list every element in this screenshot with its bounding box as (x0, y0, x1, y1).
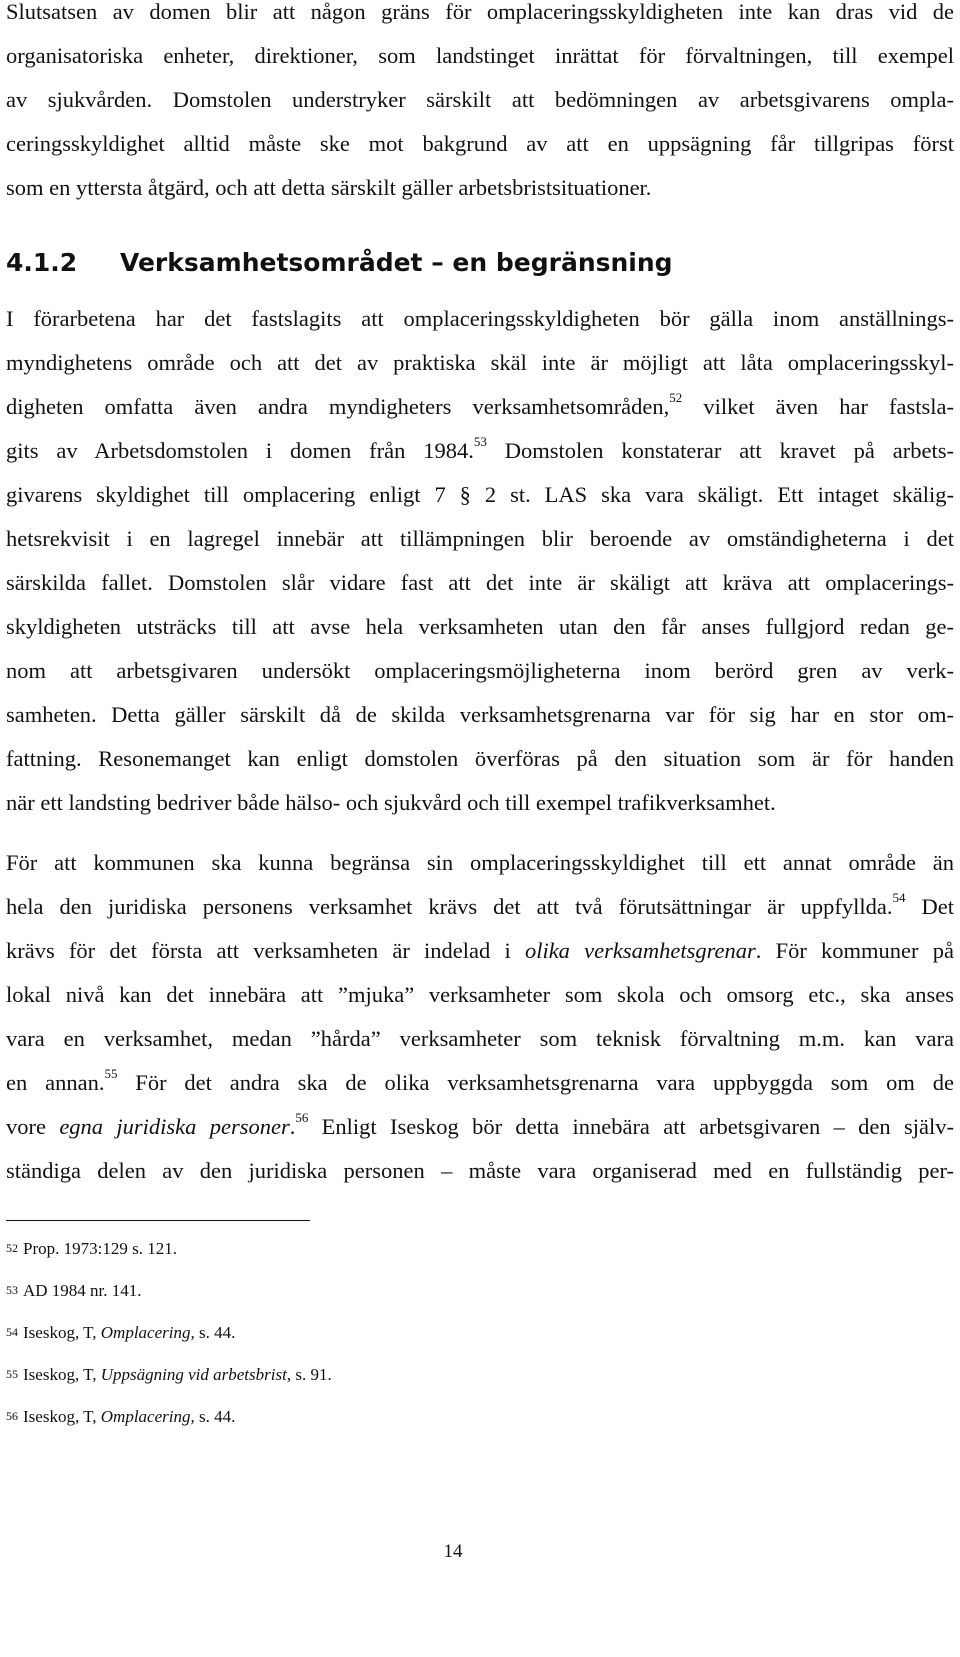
text-line (6, 429, 954, 473)
text-segment: hela den juridiska personens verksamhet krävs det att två förutsättningar är uppfyllda. (6, 894, 893, 919)
text-line: skyldigheten utsträcks till att avse hela verksamheten utan den får anses fullgjord redan ge- (6, 614, 954, 639)
footnote-number: 53 (6, 1283, 18, 1297)
text-segment: Det (905, 894, 954, 919)
footnote-separator (6, 1220, 310, 1221)
text-line: nom att arbetsgivaren undersökt omplaceringsmöjligheterna inom berörd gren av verk- (6, 658, 954, 683)
italic-text: olika verksamhetsgrenar (524, 938, 756, 963)
section-title: Verksamhetsområdet – en begränsning (120, 248, 673, 277)
text-line: myndighetens område och att det av praktiska skäl inte är möjligt att låta omplaceringsskyl- (6, 350, 954, 375)
text-segment: Enligt Iseskog bör detta innebära att arbetsgivaren – den själv- (308, 1114, 954, 1139)
text-line: givarens skyldighet till omplacering enligt 7 § 2 st. LAS ska vara skäligt. Ett intaget skälig- (6, 482, 954, 507)
section-heading (6, 248, 673, 278)
text-line: För att kommunen ska kunna begränsa sin omplaceringsskyldighet till ett annat område än (6, 850, 954, 875)
footnote-text: Iseskog, T, (23, 1323, 101, 1342)
footnote-text: Prop. 1973:129 s. 121. (23, 1239, 177, 1258)
text-line (6, 385, 954, 429)
italic-text: egna juridiska personer (59, 1114, 290, 1139)
text-line: särskilda fallet. Domstolen slår vidare fast att det inte är skäligt att kräva att omplacerings- (6, 570, 954, 595)
text-segment: För det andra ska de olika verksamhetsgrenarna vara uppbyggda som om de (117, 1070, 954, 1095)
text-line: vara en verksamhet, medan ”hårda” verksamheter som teknisk förvaltning m.m. kan vara (6, 1026, 954, 1051)
footnote-text: AD 1984 nr. 141. (23, 1281, 142, 1300)
text-line: som en yttersta åtgärd, och att detta särskilt gäller arbetsbristsituationer. (6, 175, 652, 200)
footnote-ref: 56 (295, 1110, 309, 1125)
footnote-italic: Omplacering, (100, 1323, 195, 1342)
text-line: ständiga delen av den juridiska personen – måste vara organiserad med en fullständig per- (6, 1158, 954, 1183)
footnote-text: s. 44. (194, 1407, 236, 1426)
footnote-ref: 55 (104, 1066, 118, 1081)
body-paragraph-1 (6, 297, 954, 825)
footnote (6, 1231, 332, 1273)
text-segment: gits av Arbetsdomstolen i domen från 1984. (6, 438, 474, 463)
footnote (6, 1273, 332, 1315)
text-line: när ett landsting bedriver både hälso- och sjukvård och till exempel trafikverksamhet. (6, 790, 776, 815)
footnote-ref: 52 (669, 390, 683, 405)
footnote-italic: Uppsägning vid arbetsbrist, (100, 1365, 292, 1384)
body-paragraph-2 (6, 841, 954, 1193)
text-line: Slutsatsen av domen blir att någon gräns för omplaceringsskyldigheten inte kan dras vid de (6, 0, 954, 24)
footnote-number: 55 (6, 1367, 18, 1381)
text-segment: . För kommuner på (755, 938, 954, 963)
text-line (6, 885, 954, 929)
text-segment: krävs för det första att verksamheten är indelad i (6, 938, 525, 963)
footnote-italic: Omplacering, (100, 1407, 195, 1426)
footnote-ref: 53 (473, 434, 487, 449)
footnote-number: 54 (6, 1325, 18, 1339)
text-line: lokal nivå kan det innebära att ”mjuka” verksamheter som skola och omsorg etc., ska anses (6, 982, 954, 1007)
text-line: hetsrekvisit i en lagregel innebär att tillämpningen blir beroende av omständigheterna i det (6, 526, 954, 551)
footnote-number: 56 (6, 1409, 18, 1423)
footnotes (6, 1231, 332, 1441)
footnote (6, 1315, 332, 1357)
footnote-text: s. 91. (291, 1365, 332, 1384)
text-line: av sjukvården. Domstolen understryker särskilt att bedömningen av arbetsgivarens ompla- (6, 87, 954, 112)
text-segment: en annan. (6, 1070, 105, 1095)
text-segment: vilket även har fastsla- (682, 394, 955, 419)
page-number: 14 (443, 1541, 463, 1562)
footnote-text: Iseskog, T, (23, 1407, 101, 1426)
text-line (6, 929, 954, 973)
footnote-text: s. 44. (194, 1323, 236, 1342)
text-line: samheten. Detta gäller särskilt då de skilda verksamhetsgrenarna var för sig har en stor om- (6, 702, 954, 727)
text-segment: . (289, 1114, 296, 1139)
footnote-text: Iseskog, T, (23, 1365, 101, 1384)
intro-paragraph (6, 0, 954, 210)
footnote-ref: 54 (892, 890, 906, 905)
text-line: fattning. Resonemanget kan enligt domstolen överföras på den situation som är för handen (6, 746, 954, 771)
text-segment: Domstolen konstaterar att kravet på arbets- (486, 438, 954, 463)
section-number: 4.1.2 (6, 248, 78, 277)
footnote-number: 52 (6, 1241, 18, 1255)
text-line: ceringsskyldighet alltid måste ske mot bakgrund av att en uppsägning får tillgripas först (6, 131, 954, 156)
text-segment: digheten omfatta även andra myndigheters verksamhetsområden, (6, 394, 670, 419)
footnote (6, 1399, 332, 1441)
footnote (6, 1357, 332, 1399)
text-segment: vore (6, 1114, 60, 1139)
text-line (6, 1105, 954, 1149)
text-line: I förarbetena har det fastslagits att omplaceringsskyldigheten bör gälla inom anställnings- (6, 306, 954, 331)
text-line (6, 1061, 954, 1105)
text-line: organisatoriska enheter, direktioner, som landstinget inrättat för förvaltningen, till exempel (6, 43, 954, 68)
